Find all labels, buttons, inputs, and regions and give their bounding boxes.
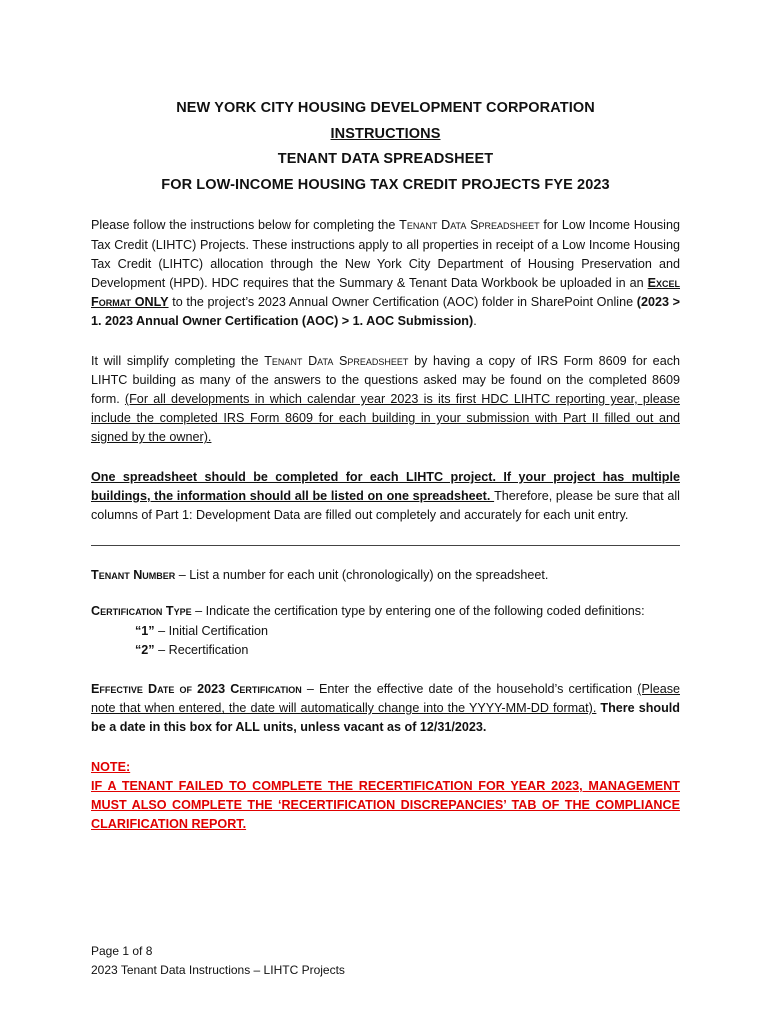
- recert-note: [91, 758, 680, 835]
- title-line-org: NEW YORK CITY HOUSING DEVELOPMENT CORPORATION: [176, 100, 595, 116]
- tds-term: Tenant Data Spreadsheet: [264, 353, 409, 368]
- tenant-number-label: Tenant Number: [91, 568, 176, 583]
- date-required-note: There should be a date in this box for ALL units, unless vacant as of 12/31/2023.: [91, 701, 680, 735]
- effective-date-label: Effective Date of 2023 Certification: [91, 682, 302, 697]
- page-body: [91, 96, 680, 834]
- certification-type-label: Certification Type: [91, 604, 192, 619]
- intro-paragraph-3: One spreadsheet should be completed for each LIHTC project. If your project has multiple buildings, the information should all be listed on one spreadsheet. Therefore, please be sure that all columns of Part 1: Development Data are filled out completely and accurately for each unit entry.: [91, 469, 680, 523]
- cert-option-recert: “2” – Recertification: [135, 642, 249, 657]
- date-format-note: (Please note that when entered, the date will automatically change into the YYYY-MM-DD format).: [91, 682, 680, 716]
- footer-doc-title: 2023 Tenant Data Instructions – LIHTC Projects: [91, 963, 345, 977]
- form-8609-note: (For all developments in which calendar year 2023 is its first HDC LIHTC reporting year, please include the completed IRS Form 8609 for each building in your submission with Part II filled out and signed by the owner).: [91, 392, 680, 445]
- title-line-instructions: INSTRUCTIONS: [330, 125, 441, 142]
- note-label: NOTE:: [91, 759, 131, 774]
- document-title-block: [91, 96, 680, 198]
- intro-paragraph-1: Please follow the instructions below for completing the Tenant Data Spreadsheet for Low Income Housing Tax Credit (LIHTC) Projects. These instructions apply to all properties in receipt of a Low Income Housing Tax Credit (LIHTC) allocation through the New York City Department of Housing Preservation and Development (HPD). HDC requires that the Summary & Tenant Data Workbook be uploaded in an Excel Format ONLY to the project’s 2023 Annual Owner Certification (AOC) folder in SharePoint Online (2023 > 1. 2023 Annual Owner Certification (AOC) > 1. AOC Submission).: [91, 218, 680, 329]
- effective-date-section: Effective Date of 2023 Certification – Enter the effective date of the household’s certification (Please note that when entered, the date will automatically change into the YYYY-MM-DD format). There should be a date in this box for ALL units, unless vacant as of 12/31/2023.: [91, 682, 680, 735]
- cert-option-initial: “1” – Initial Certification: [135, 623, 269, 638]
- intro-paragraph-2: It will simplify completing the Tenant Data Spreadsheet by having a copy of IRS Form 8609 for each LIHTC building as many of the answers to the questions asked may be found on the completed 8609 form. (For all developments in which calendar year 2023 is its first HDC LIHTC reporting year, please include the completed IRS Form 8609 for each building in your submission with Part II filled out and signed by the owner).: [91, 353, 680, 445]
- page-footer: [91, 942, 345, 980]
- sharepoint-path: (2023 > 1. 2023 Annual Owner Certification (AOC) > 1. AOC Submission): [91, 295, 680, 329]
- title-line-spreadsheet: TENANT DATA SPREADSHEET: [277, 151, 494, 168]
- title-line-projects: FOR LOW-INCOME HOUSING TAX CREDIT PROJECTS FYE 2023: [161, 176, 610, 193]
- page-number: Page 1 of 8: [91, 944, 153, 958]
- certification-type-section: Certification Type – Indicate the certification type by entering one of the following coded definitions: “1” – Initial Certification “2” – Recertification: [91, 602, 680, 660]
- one-spreadsheet-rule: One spreadsheet should be completed for each LIHTC project. If your project has multiple buildings, the information should all be listed on one spreadsheet.: [91, 469, 680, 503]
- excel-format-emphasis: Excel Format ONLY: [91, 275, 680, 310]
- tds-term: Tenant Data Spreadsheet: [399, 218, 540, 233]
- tenant-number-section: Tenant Number – List a number for each unit (chronologically) on the spreadsheet.: [91, 568, 549, 583]
- note-text: IF A TENANT FAILED TO COMPLETE THE RECERTIFICATION FOR YEAR 2023, MANAGEMENT MUST ALSO COMPLETE THE ‘RECERTIFICATION DISCREPANCIES’ TAB OF THE COMPLIANCE CLARIFICATION REPORT.: [91, 778, 680, 832]
